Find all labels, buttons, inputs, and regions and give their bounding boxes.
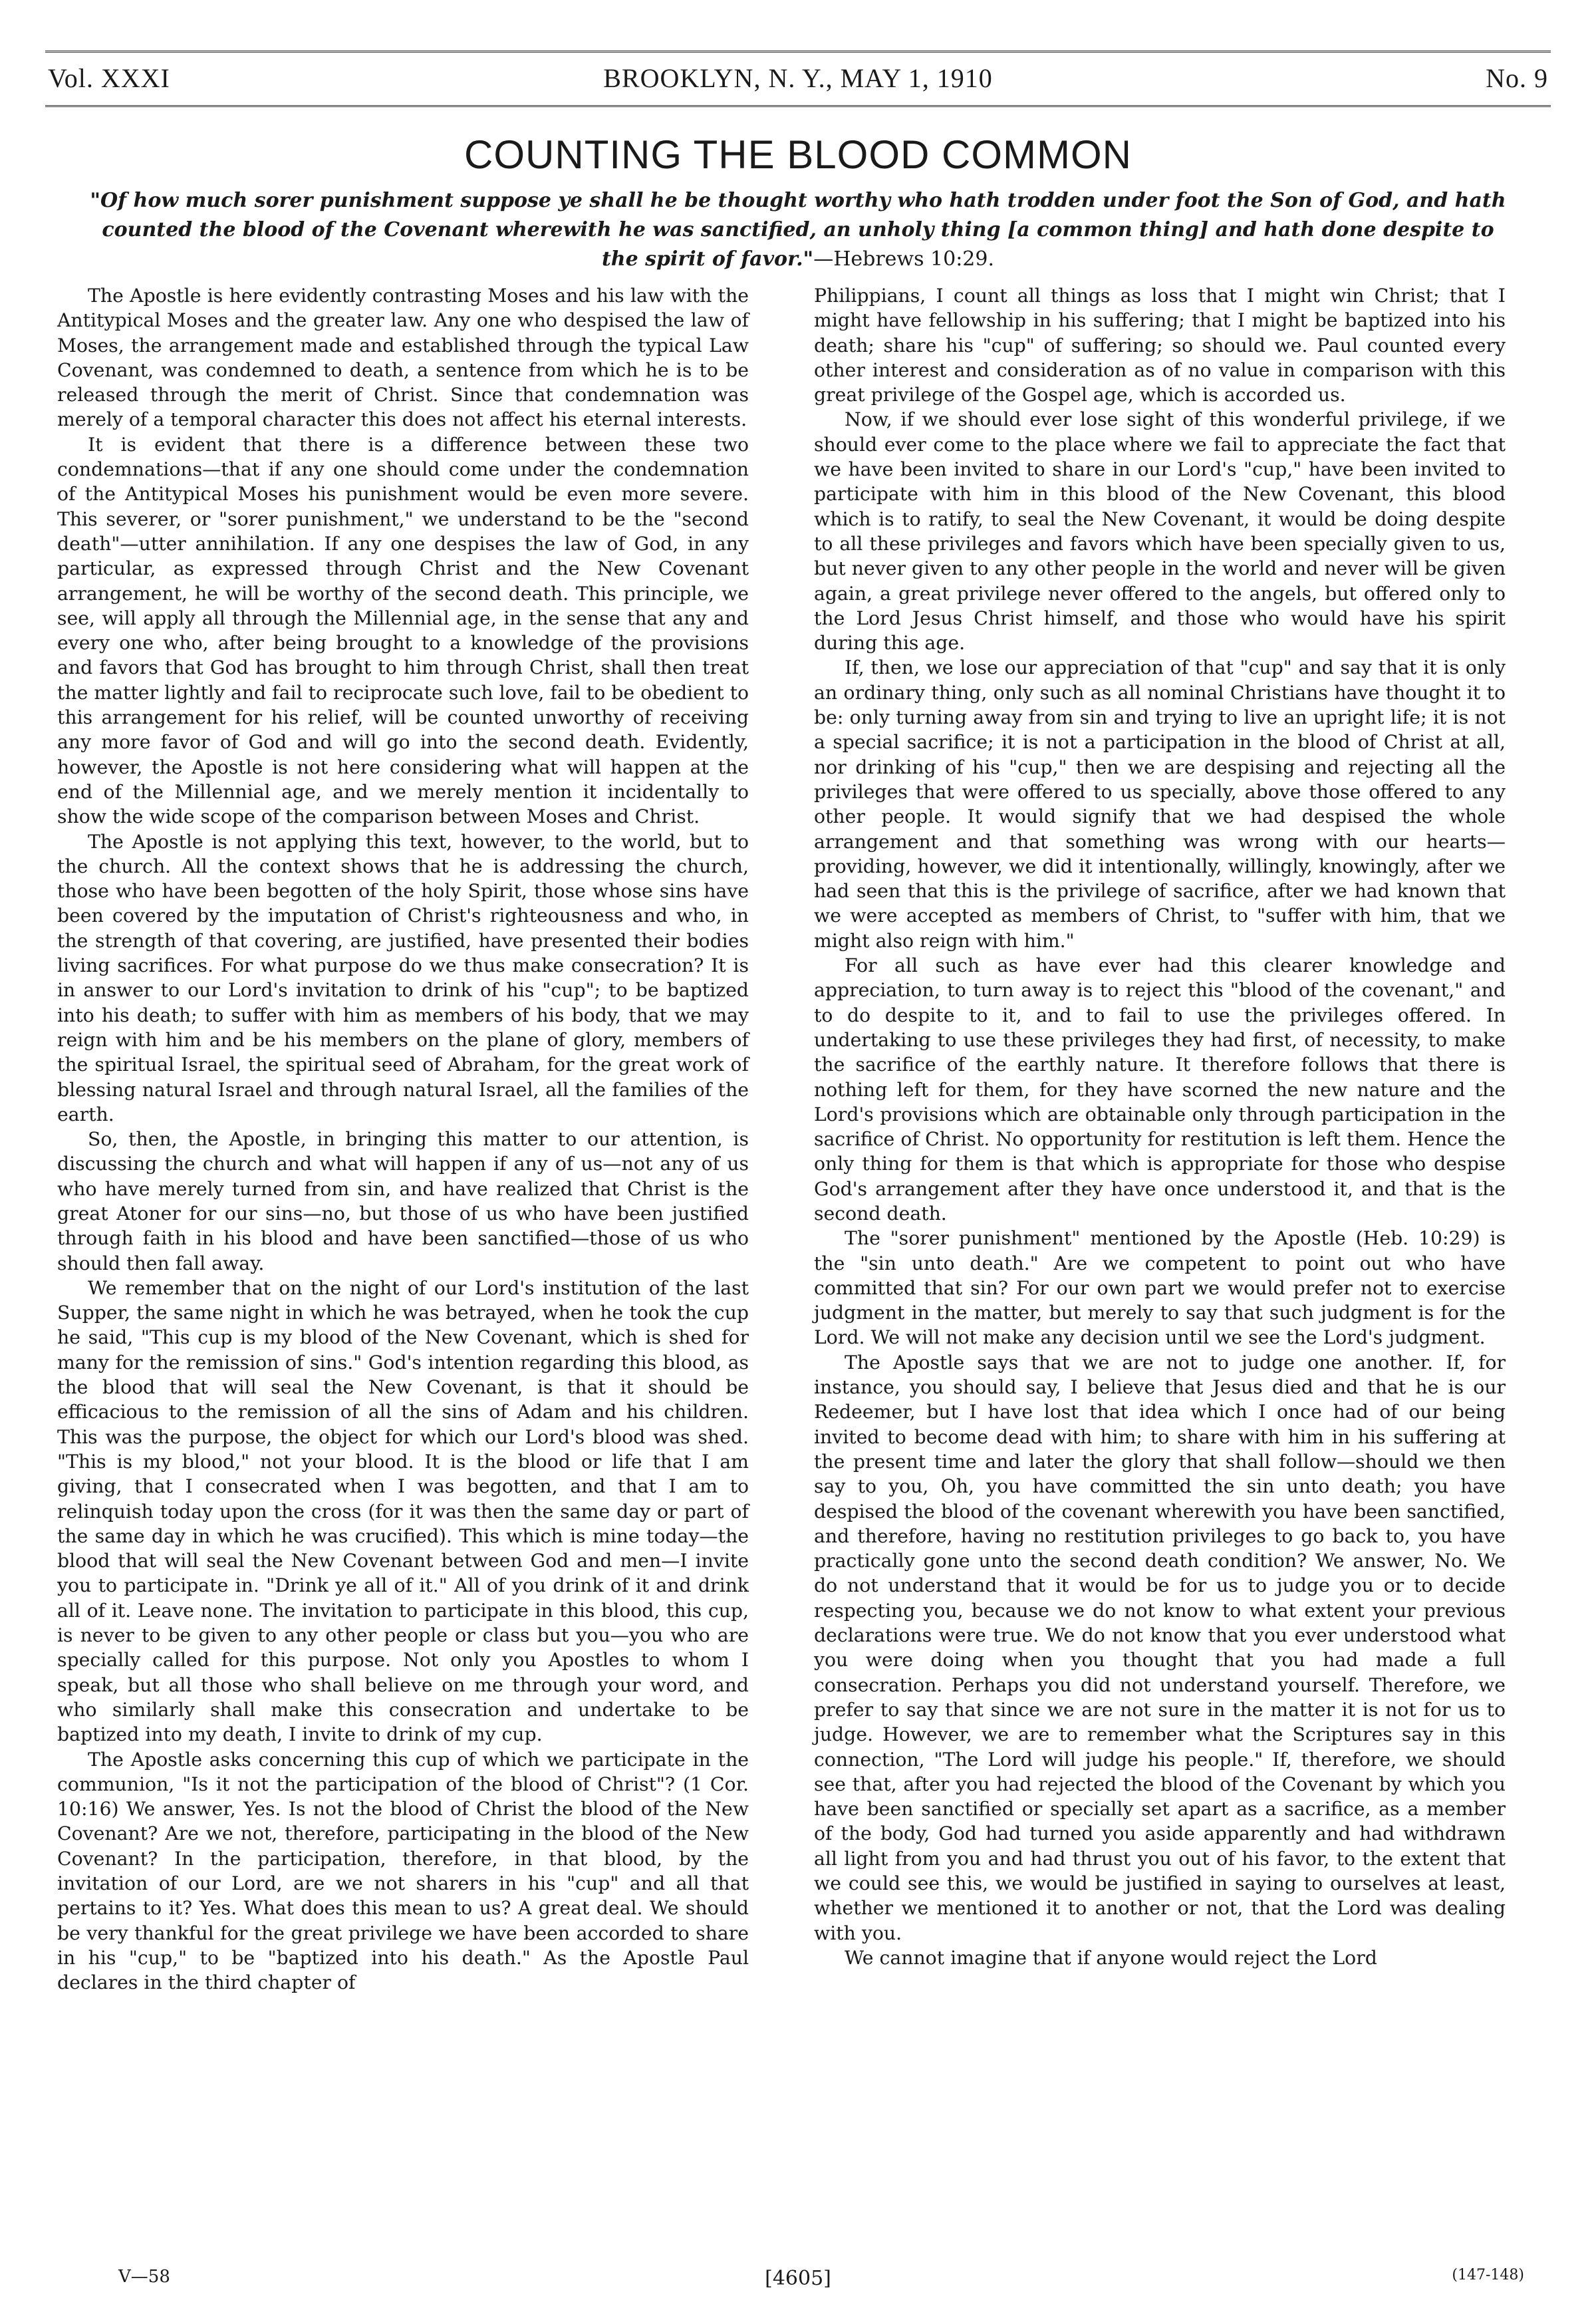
epigraph <box>85 186 1511 274</box>
epigraph-text: "Of how much sorer punishment suppose ye shall he be thought worthy who hath trodden under foot the Son of God, and hath counted the blood of the Covenant wherewith he was sanctified, an unholy thing [a common thing] and hath done despite to the spirit of favor." <box>90 189 1506 271</box>
paragraph: The Apostle asks concerning this cup of which we participate in the communion, "Is it not the participation of the blood of Christ"? (1 Cor. 10:16) We answer, Yes. Is not the blood of Christ the blood of the New Covenant? Are we not, therefore, participating in the blood of the New Covenant? In the participation, therefore, in that blood, by the invitation of our Lord, are we not sharers in his "cup" and all that pertains to it? Yes. What does this mean to us? A great deal. We should be very thankful for the great privilege we have been accorded to share in his "cup," to be "baptized into his death." As the Apostle Paul declares in the third chapter of <box>57 1748 749 1994</box>
volume-label: Vol. XXXI <box>48 63 170 93</box>
paragraph: The "sorer punishment" mentioned by the Apostle (Heb. 10:29) is the "sin unto death." Are we competent to point out who have committed that sin? For our own part we would prefer not to exercise judgment in the matter, but merely to say that such judgment is for the Lord. We will not make any decision until we see the Lord's judgment. <box>814 1227 1506 1349</box>
paragraph: The Apostle is not applying this text, however, to the world, but to the church. All the context shows that he is addressing the church, those who have been begotten of the holy Spirit, those whose sins have been covered by the imputation of Christ's righteousness and who, in the strength of that covering, are justified, have presented their bodies living sacrifices. For what purpose do we thus make consecration? It is in answer to our Lord's invitation to drink of his "cup"; to be baptized into his death; to suffer with him as members of his body, that we may reign with him and be his members on the plane of glory, members of the spiritual Israel, the spiritual seed of Abraham, for the great work of blessing natural Israel and through natural Israel, all the families of the earth. <box>57 830 749 1125</box>
paragraph: The Apostle says that we are not to judge one another. If, for instance, you should say, I believe that Jesus died and that he is our Redeemer, but I have lost that idea which I once had of our being invited to become dead with him; to share with him in his suffering at the present time and later the glory that shall follow—should we then say to you, Oh, you have committed the sin unto death; you have despised the blood of the covenant wherewith you have been sanctified, and therefore, having no restitution privileges to go back to, you have practically gone unto the second death condition? We answer, No. We do not understand that it would be for us to judge you or to decide respecting you, because we do not know to what extent your previous declarations were true. We do not know that you ever understood what you were doing when you thought that you had made a full consecration. Perhaps you did not understand yourself. Therefore, we prefer to say that since we are not sure in the matter it is not for us to judge. However, we are to remember what the Scriptures say in this connection, "The Lord will judge his people." If, therefore, we should see that, after you had rejected the blood of the Covenant by which you have been sanctified or specially set apart as a sacrifice, as a member of the body, God had turned you aside apparently and had withdrawn all light from you and had thrust you out of his favor, to the extent that we could see this, we would be justified in saying to ourselves at least, whether we mentioned it to another or not, that the Lord was dealing with you. <box>814 1351 1506 1944</box>
paragraph: It is evident that there is a difference between these two condemnations—that if any one should come under the condemnation of the Antitypical Moses his punishment would be even more severe. This severer, or "sorer punishment," we understand to be the "second death"—utter annihilation. If any one despises the law of God, in any particular, as expressed through Christ and the New Covenant arrangement, he will be worthy of the second death. This principle, we see, will apply all through the Millennial age, in the sense that any and every one who, after being brought to a knowledge of the provisions and favors that God has brought to him through Christ, shall then treat the matter lightly and fail to reciprocate such love, fail to be obedient to this arrangement for his relief, will be counted unworthy of receiving any more favor of God and will go into the second death. Evidently, however, the Apostle is not here considering what will happen at the end of the Millennial age, and we merely mention it incidentally to show the wide scope of the comparison between Moses and Christ. <box>57 433 749 828</box>
masthead <box>45 63 1551 102</box>
article-title: COUNTING THE BLOOD COMMON <box>464 132 1132 177</box>
epigraph-reference: —Hebrews 10:29. <box>813 247 995 271</box>
paragraph: So, then, the Apostle, in bringing this matter to our attention, is discussing the church and what will happen if any of us—not any of us who have merely turned from sin, and have realized that Christ is the great Atoner for our sins—no, but those of us who have been justified through faith in his blood and have been sanctified—those of us who should then fall away. <box>57 1128 749 1274</box>
paragraph: The Apostle is here evidently contrasting Moses and his law with the Antitypical Moses and the greater law. Any one who despised the law of Moses, the arrangement made and established through the typical Law Covenant, was condemned to death, a sentence from which he is to be released through the merit of Christ. Since that condemnation was merely of a temporal character this does not affect his eternal interests. <box>57 285 749 431</box>
left-column <box>57 283 749 1995</box>
paragraph: We remember that on the night of our Lord's institution of the last Supper, the same night in which he was betrayed, when he took the cup he said, "This cup is my blood of the New Covenant, which is shed for many for the remission of sins." God's intention regarding this blood, as the blood that will seal the New Covenant, is that it should be efficacious to the remission of all the sins of Adam and his children. This was the purpose, the object for which our Lord's blood was shed. "This is my blood," not your blood. It is the blood or life that I am giving, that I consecrated when I was begotten, and that I am to relinquish today upon the cross (for it was then the same day or part of the same day in which he was crucified). This which is mine today—the blood that will seal the New Covenant between God and men—I invite you to participate in. "Drink ye all of it." All of you drink of it and drink all of it. Leave none. The invitation to participate in this blood, this cup, is never to be given to any other people or class but you—you who are specially called for this purpose. Not only you Apostles to whom I speak, but all those who shall believe on me through your word, and who similarly shall make this consecration and undertake to be baptized into my death, I invite to drink of my cup. <box>57 1276 749 1746</box>
footer-right: (147-148) <box>1452 2267 1524 2283</box>
paragraph: For all such as have ever had this clearer knowledge and appreciation, to turn away is to reject this "blood of the covenant," and to do despite to it, and to fail to use the privileges offered. In undertaking to use these privileges they had first, of necessity, to make the sacrifice of the earthly nature. It therefore follows that there is nothing left for them, for they have scorned the new nature and the Lord's provisions which are obtainable only through participation in the sacrifice of Christ. No opportunity for restitution is left them. Hence the only thing for them is that which is appropriate for those who despise God's arrangement after they have once understood it, and that is the second death. <box>814 954 1506 1225</box>
page-footer <box>45 2267 1551 2293</box>
paragraph: Philippians, I count all things as loss that I might win Christ; that I might have fellowship in his suffering; that I might be baptized into his death; share his "cup" of suffering; so should we. Paul counted every other interest and consideration as of no value in comparison with this great privilege of the Gospel age, which is accorded us. <box>814 285 1506 406</box>
top-rule <box>45 51 1551 55</box>
paragraph: If, then, we lose our appreciation of that "cup" and say that it is only an ordinary thing, only such as all nominal Christians have thought it to be: only turning away from sin and trying to live an upright life; it is not a special sacrifice; it is not a participation in the blood of Christ at all, nor drinking of his "cup," then we are despising and rejecting all the privileges that were offered to us specially, above those offered to any other people. It would signify that we had despised the whole arrangement and that something was wrong with our hearts—providing, however, we did it intentionally, willingly, knowingly, after we had seen that this is the privilege of sacrifice, after we had known that we were accepted as members of Christ, to "suffer with him, that we might also reign with him." <box>814 656 1506 952</box>
paragraph: Now, if we should ever lose sight of this wonderful privilege, if we should ever come to the place where we fail to appreciate the fact that we have been invited to share in our Lord's "cup," have been invited to participate with him in this blood of the New Covenant, this blood which is to ratify, to seal the New Covenant, it would be doing despite to all these privileges and favors which have been specially given to us, but never given to any other people in the world and never will be given again, a great privilege never offered to the angels, but offered only to the Lord Jesus Christ himself, and those who would have his spirit during this age. <box>814 408 1506 654</box>
right-column <box>814 283 1506 1970</box>
masthead-rule <box>45 105 1551 110</box>
issue-number: No. 9 <box>1486 63 1548 93</box>
page-number: [4605] <box>765 2267 831 2290</box>
newspaper-page <box>45 45 1551 2293</box>
paragraph: We cannot imagine that if anyone would reject the Lord <box>845 1946 1377 1969</box>
place-date: BROOKLYN, N. Y., MAY 1, 1910 <box>603 63 993 93</box>
footer-left: V—58 <box>118 2267 170 2287</box>
